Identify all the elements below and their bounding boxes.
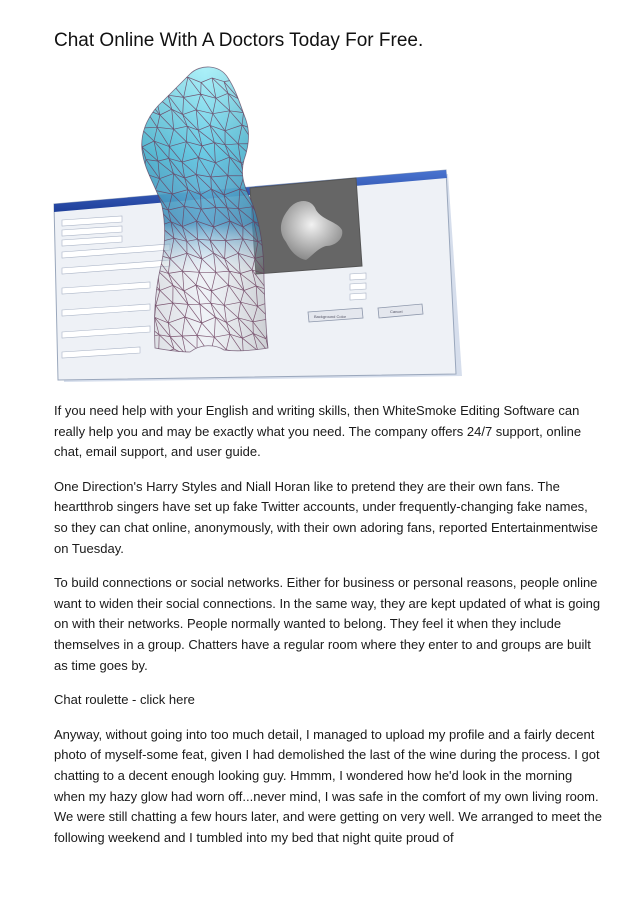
svg-text:Background Color: Background Color (314, 314, 347, 319)
chat-roulette-link[interactable]: Chat roulette - click here (54, 692, 195, 708)
page-title: Chat Online With A Doctors Today For Free. (54, 30, 424, 51)
paragraph-anecdote: Anyway, without going into too much detail, I managed to upload my profile and a fairly decent photo of myself-some feat, given I had demolished the last of the wine during the process. I got chatting to a decent enough looking guy. Hmmm, I wondered how he'd look in the morning when my hazy glow had worn off...never mind, I was safe in the comfort of my own living room. We were still chatting a few hours later, and were getting on very well. We arranged to meet the following weekend and I tumbled into my bed that night quite proud of (54, 726, 602, 845)
article-body (54, 401, 602, 862)
paragraph-social-networks: To build connections or social networks. Either for business or personal reasons, people online want to widen their social connections. In the same way, they are kept updated of what is going on with their networks. People normally wanted to belong. They feel it when they include themselves in a group. Chatters have a regular room where they enter to and groups are built as time goes by. (54, 575, 601, 673)
paragraph-whitesmoke: If you need help with your English and writing skills, then WhiteSmoke Editing Software can really help you and may be exactly what you need. The company offers 24/7 support, online chat, email support, and user guide. (54, 403, 582, 460)
svg-text:Cancel: Cancel (390, 309, 403, 314)
torso-mesh-illustration (50, 60, 490, 390)
paragraph-one-direction: One Direction's Harry Styles and Niall Horan like to pretend they are their own fans. The heartthrob singers have set up fake Twitter accounts, under frequently-changing fake names, so they can chat online, anonymously, with their own adoring fans, reported Entertainmentwise on Tuesday. (54, 478, 598, 556)
